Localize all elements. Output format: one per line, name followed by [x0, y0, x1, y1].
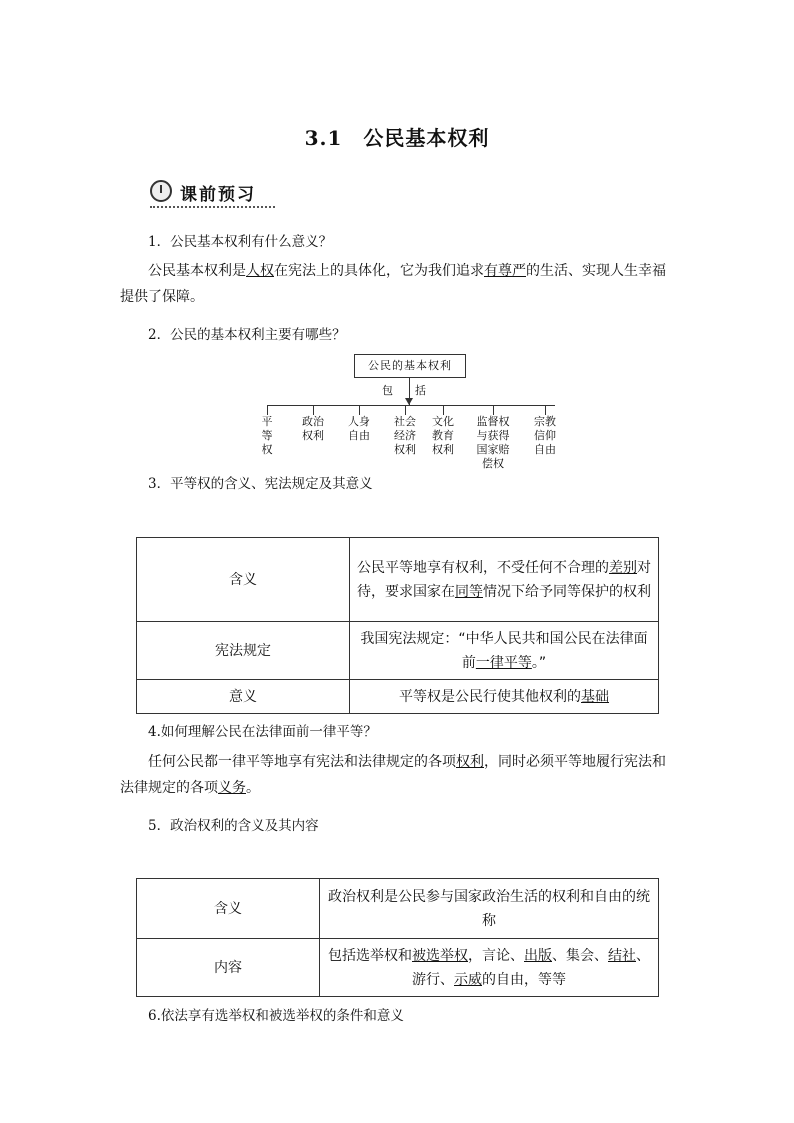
table-label: 宪法规定	[137, 622, 350, 680]
table-cell: 公民平等地享有权利，不受任何不合理的差别对待，要求国家在同等情况下给予同等保护的权利	[350, 538, 659, 622]
table-cell: 包括选举权和被选举权，言论、出版、集会、结社、游行、示威的自由，等等	[320, 939, 659, 997]
table-cell: 政治权利是公民参与国家政治生活的权利和自由的统称	[320, 879, 659, 939]
dotted-underline	[150, 206, 275, 208]
diagram-bao: 包	[382, 384, 393, 397]
diagram-kuo: 括	[415, 384, 426, 397]
political-rights-table	[136, 878, 659, 997]
answer-1: 公民基本权利是人权在宪法上的具体化，它为我们追求有尊严的生活、实现人生幸福提供了保障。	[120, 263, 666, 305]
table-label: 含义	[137, 879, 320, 939]
diagram-leaf: 文化教育权利	[428, 405, 458, 457]
arrow-down-icon	[405, 398, 413, 405]
equality-table	[136, 537, 659, 714]
question-5: 5．政治权利的含义及其内容	[148, 818, 319, 834]
diagram-leaf: 政治权利	[298, 405, 328, 443]
table-label: 含义	[137, 538, 350, 622]
clock-icon	[150, 180, 172, 202]
table-cell: 我国宪法规定：“中华人民共和国公民在法律面前一律平等。”	[350, 622, 659, 680]
section-label: 课前预习	[180, 185, 256, 205]
diagram-leaf: 监督权与获得国家赔偿权	[468, 405, 518, 471]
diagram-leaf: 人身自由	[344, 405, 374, 443]
question-4: 4.如何理解公民在法律面前一律平等？	[148, 724, 377, 740]
diagram-root: 公民的基本权利	[354, 354, 466, 378]
answer-4: 任何公民都一律平等地享有宪法和法律规定的各项权利，同时必须平等地履行宪法和法律规定的各项义务。	[120, 754, 666, 796]
diagram-leaf: 宗教信仰自由	[530, 405, 560, 457]
page-title: 3.1 公民基本权利	[304, 126, 490, 150]
diagram-leaf: 平等权	[252, 405, 282, 457]
question-6: 6.依法享有选举权和被选举权的条件和意义	[148, 1008, 404, 1024]
rights-diagram	[240, 352, 580, 470]
question-2: 2．公民的基本权利主要有哪些？	[148, 327, 346, 343]
diagram-leaf: 社会经济权利	[390, 405, 420, 457]
table-cell: 平等权是公民行使其他权利的基础	[350, 680, 659, 714]
table-label: 意义	[137, 680, 350, 714]
question-1: 1．公民基本权利有什么意义？	[148, 234, 333, 250]
question-3: 3．平等权的含义、宪法规定及其意义	[148, 476, 373, 492]
table-label: 内容	[137, 939, 320, 997]
